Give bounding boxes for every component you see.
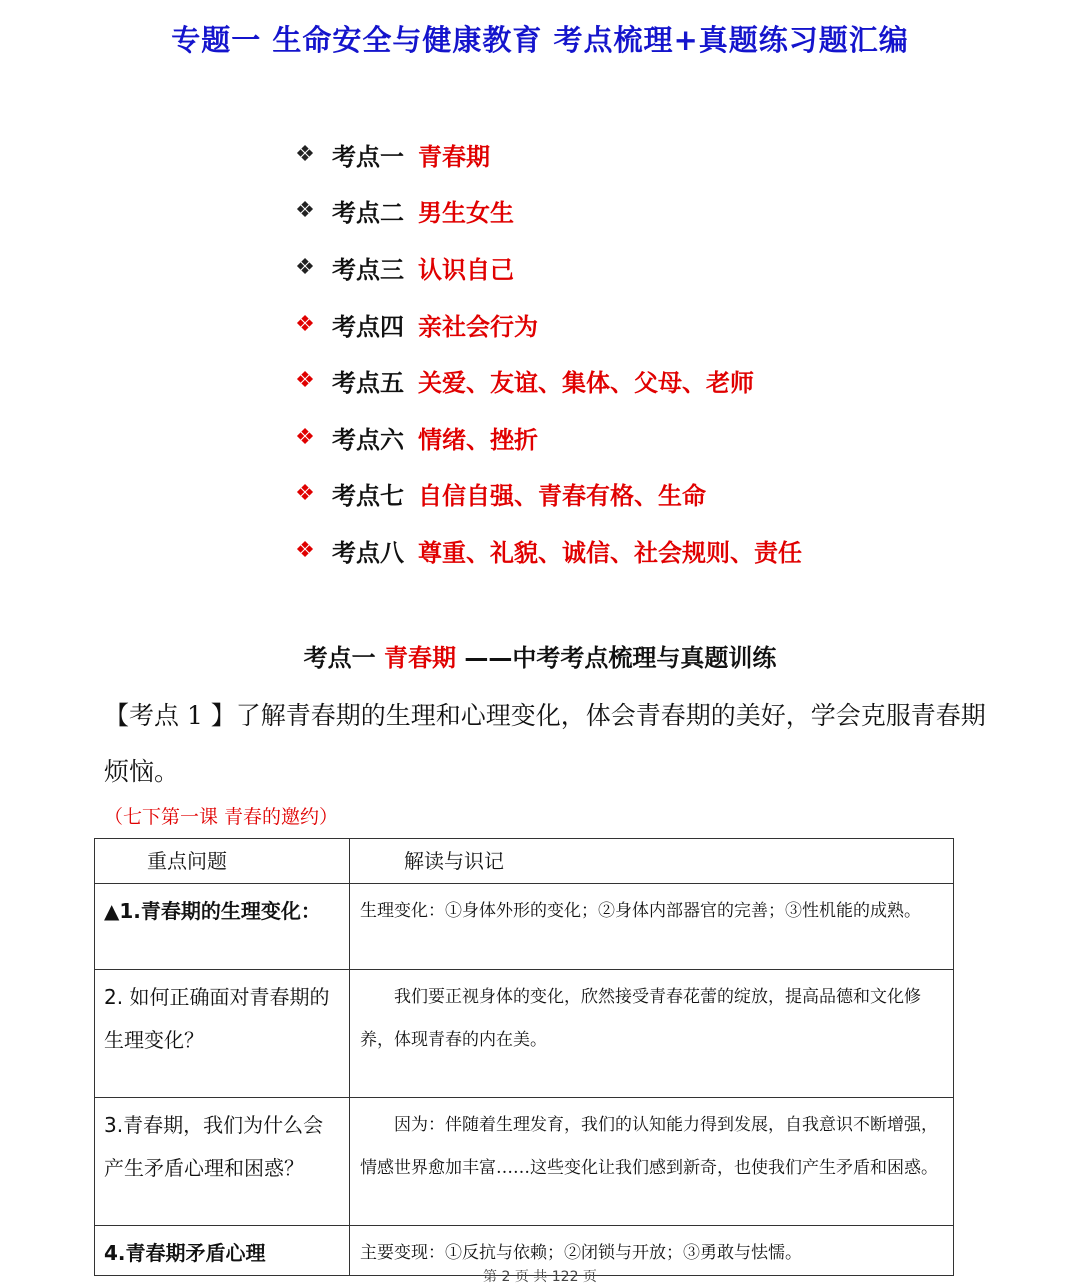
table-row [95,1098,954,1226]
list-item [292,352,802,409]
answer-cell: 生理变化：①身体外形的变化；②身体内部器官的完善；③性机能的成熟。 [350,884,954,970]
list-item [292,409,802,466]
topic-name: 关爱、友谊、集体、父母、老师 [418,369,754,398]
topic-name: 情绪、挫折 [418,425,538,454]
diamond-bullet-icon: ❖ [295,537,315,563]
page-footer: 第 2 页 共 122 页 [483,1269,597,1285]
table-header-row [95,839,954,884]
lesson-reference: （七下第一课 青春的邀约） [104,806,339,828]
answer-cell: 主要变现：①反抗与依赖；②闭锁与开放；③勇敢与怯懦。 [350,1226,954,1276]
key-points-table [94,838,954,1276]
topic-list [292,126,802,579]
list-item [292,296,802,353]
list-item [292,126,802,183]
topic-label: 考点六 [332,425,404,454]
key-point-text: 【考点 1 】了解青春期的生理和心理变化，体会青春期的美好，学会克服青春期烦恼。 [104,701,986,786]
answer-cell: 我们要正视身体的变化，欣然接受青春花蕾的绽放，提高品德和文化修养，体现青春的内在美。 [350,970,954,1098]
topic-name: 尊重、礼貌、诚信、社会规则、责任 [418,538,802,567]
section-suffix: ——中考考点梳理与真题训练 [464,644,777,672]
list-item [292,466,802,523]
topic-label: 考点二 [332,199,404,228]
table-row [95,884,954,970]
diamond-bullet-icon: ❖ [295,481,315,507]
topic-name: 亲社会行为 [418,312,538,341]
list-item [292,239,802,296]
diamond-bullet-icon: ❖ [295,141,315,167]
topic-label: 考点一 [332,142,404,171]
answer-cell: 因为：伴随着生理发育，我们的认知能力得到发展，自我意识不断增强，情感世界愈加丰富……这些变化让我们感到新奇，也使我们产生矛盾和困惑。 [350,1098,954,1226]
column-header: 解读与识记 [350,839,954,884]
column-header: 重点问题 [95,839,350,884]
question-cell: 2. 如何正确面对青春期的生理变化？ [95,970,350,1098]
diamond-bullet-icon: ❖ [295,424,315,450]
question-cell: 4.青春期矛盾心理 [95,1226,350,1276]
topic-label: 考点七 [332,482,404,511]
topic-name: 男生女生 [418,199,514,228]
topic-name: 自信自强、青春有格、生命 [418,482,706,511]
topic-label: 考点八 [332,538,404,567]
topic-label: 考点三 [332,255,404,284]
section-prefix: 考点一 [303,644,376,672]
diamond-bullet-icon: ❖ [295,368,315,394]
topic-name: 青春期 [418,142,490,171]
topic-label: 考点四 [332,312,404,341]
list-item [292,183,802,240]
question-cell: ▲1.青春期的生理变化： [95,884,350,970]
list-item [292,522,802,579]
section-title [0,638,1080,673]
topic-label: 考点五 [332,369,404,398]
diamond-bullet-icon: ❖ [295,254,315,280]
document-title: 专题一 生命安全与健康教育 考点梳理+真题练习题汇编 [171,23,909,57]
diamond-bullet-icon: ❖ [295,311,315,337]
section-highlight: 青春期 [384,644,456,672]
table-row [95,970,954,1098]
topic-name: 认识自己 [418,255,514,284]
diamond-bullet-icon: ❖ [295,198,315,224]
question-cell: 3.青春期，我们为什么会产生矛盾心理和困惑？ [95,1098,350,1226]
